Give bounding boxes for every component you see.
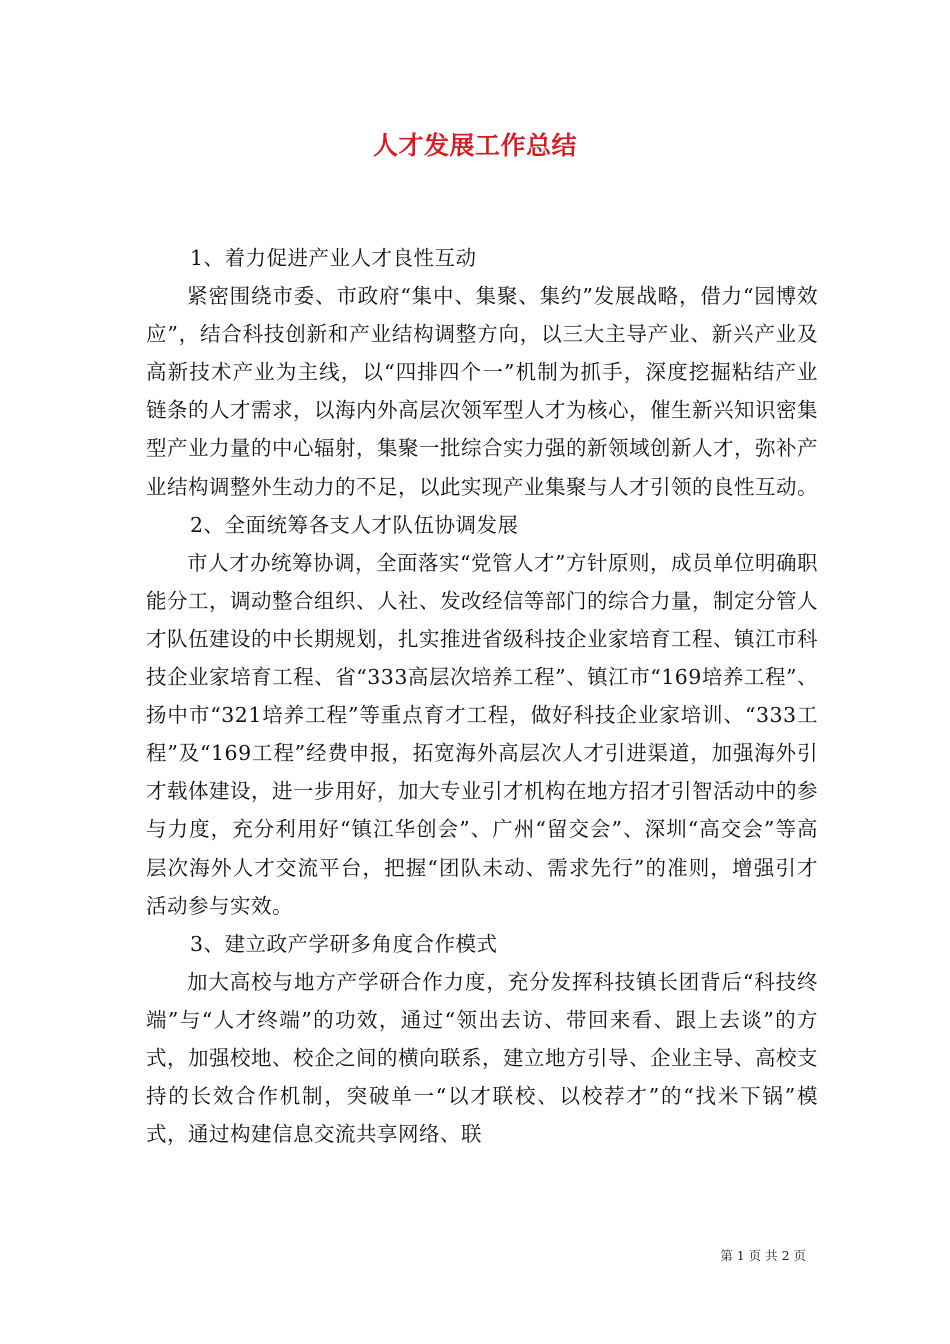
document-title: 人才发展工作总结: [372, 131, 577, 160]
section-heading-2: 2、全面统筹各支人才队伍协调发展: [190, 512, 519, 537]
section-body-2: 市人才办统筹协调，全面落实“党管人才”方针原则，成员单位明确职能分工，调动整合组织、人社、发改经信等部门的综合力量，制定分管人才队伍建设的中长期规划，扎实推进省级科技企业家培育工程、镇江市科技企业家培育工程、省“333高层次培养工程”、镇江市“169培养工程”、扬中市“321培养工程”等重点育才工程，做好科技企业家培训、“333工程”及“169工程”经费申报，拓宽海外高层次人才引进渠道，加强海外引才载体建设，进一步用好，加大专业引才机构在地方招才引智活动中的参与力度，充分利用好“镇江华创会”、广州“留交会”、深圳“高交会”等高层次海外人才交流平台，把握“团队未动、需求先行”的准则，增强引才活动参与实效。: [146, 550, 818, 918]
section-body-1: 紧密围绕市委、市政府“集中、集聚、集约”发展战略，借力“园博效应”，结合科技创新和产业结构调整方向，以三大主导产业、新兴产业及高新技术产业为主线，以“四排四个一”机制为抓手，深度挖掘粘结产业链条的人才需求，以海内外高层次领军型人才为核心，催生新兴知识密集型产业力量的中心辐射，集聚一批综合实力强的新领域创新人才，弥补产业结构调整外生动力的不足，以此实现产业集聚与人才引领的良性互动。: [146, 284, 818, 499]
section-body-3: 加大高校与地方产学研合作力度，充分发挥科技镇长团背后“科技终端”与“人才终端”的功效，通过“领出去访、带回来看、跟上去谈”的方式，加强校地、校企之间的横向联系，建立地方引导、企业主导、高校支持的长效合作机制，突破单一“以才联校、以校荐才”的“找米下锅”模式，通过构建信息交流共享网络、联: [146, 969, 818, 1147]
section-heading-3: 3、建立政产学研多角度合作模式: [190, 931, 498, 956]
section-heading-1: 1、着力促进产业人才良性互动: [190, 246, 477, 270]
document-body: [146, 239, 818, 1153]
page-number-footer: 第 1 页 共 2 页: [720, 1248, 806, 1263]
